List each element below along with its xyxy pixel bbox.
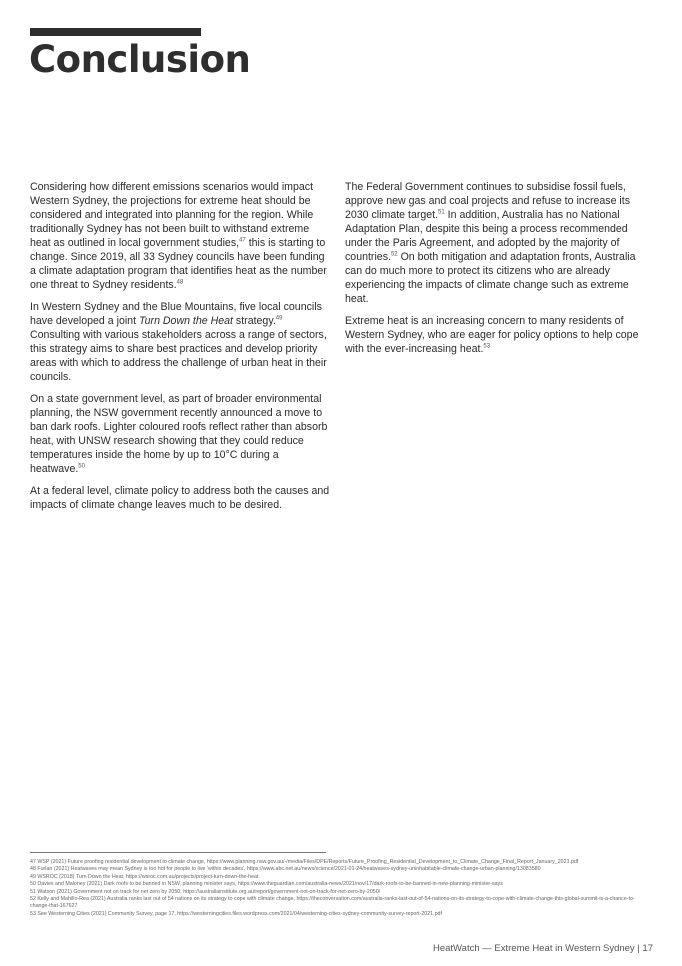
page-title: Conclusion	[29, 38, 251, 81]
footnote-item: 50 Davies and Maloney (2021) Dark roofs to be banned in NSW, planning minister says, https://www.theguardian.com/australia-news/2021/nov/17/dark-roofs-to-be-banned-in-new-planning-minister-says	[30, 881, 503, 888]
footnote-reference[interactable]: 53	[483, 343, 491, 350]
body-paragraph: At a federal level, climate policy to address both the causes and impacts of climate change leaves much to be desired.	[30, 485, 330, 511]
italic-title: Turn Down the Heat	[138, 315, 233, 327]
footnote-item: 48 Furlan (2021) Heatwaves may mean Sydney is too hot for people to live 'within decades', https://www.abc.net.au/news/science/2021-01-24/heatwaves-sydney-uninhabitable-climate-change-urban-planning/13083580	[30, 866, 541, 873]
body-paragraph: Considering how different emissions scenarios would impact Western Sydney, the projections for extreme heat should be considered and integrated into planning for the region. While traditionally Sydney has not been built to withstand extreme heat as outlined in local government studies,$^{47}$ this is starting to change. Since 2019, all 33 Sydney councils have been funding a climate adaptation program that identifies heat as the number one threat to Sydney residents.$^{48}$	[30, 181, 327, 291]
footnote-item: 53 See Westerning Cities (2021) Community Survey, page 17, https://westerningcities.files.wordpress.com/2021/04/westerning-cities-sydney-community-survey-report-2021.pdf	[30, 910, 442, 917]
body-paragraph: Extreme heat is an increasing concern to many residents of Western Sydney, who are eager for policy options to help cope with the ever-increasing heat.$^{53}$	[345, 315, 639, 355]
footnote-reference[interactable]: 48	[176, 279, 184, 286]
footnote-item: 49 WSROC (2018) Turn Down the Heat, https://wsroc.com.au/projects/project-turn-down-the-heat	[30, 873, 259, 880]
page-footer: HeatWatch — Extreme Heat in Western Sydney | 17	[432, 943, 653, 954]
right-column	[345, 180, 645, 364]
footnote-reference[interactable]: 49	[275, 315, 283, 322]
footnote-item: 51 Watson (2021) Government not on track for net zero by 2050, https://australiainstitute.org.au/report/government-not-on-track-for-net-zero-by-2050/	[30, 888, 381, 895]
footnote-reference[interactable]: 50	[78, 463, 85, 470]
title-accent-bar	[30, 28, 201, 36]
footnotes	[30, 859, 650, 918]
footnote-item: 52 Kelly and Mahillo-Rea (2021) Australia ranks last out of 54 nations on its strategy to cope with climate change, https://theconversation.com/australia-ranks-last-out-of-54-nations-on-its-strategy-to-cope-with-climate-change-this-global-summit-is-a-chance-to-change-that-167627	[30, 896, 635, 910]
body-paragraph: In Western Sydney and the Blue Mountains, five local councils have developed a joint Turn Down the Heat strategy.$^{49}$ Consulting with various stakeholders across a range of sectors, this strategy aims to share best practices and develop priority areas with which to address the challenge of urban heat in their councils.	[30, 301, 327, 383]
left-column	[30, 180, 332, 520]
body-paragraph: On a state government level, as part of broader environmental planning, the NSW government recently announced a move to ban dark roofs. Lighter coloured roofs reflect rather than absorb heat, with UNSW research showing that they could reduce temperatures inside the home by up to 10°C during a heatwave.$^{50}$	[30, 393, 328, 475]
footnote-reference[interactable]: 52	[390, 251, 398, 258]
footnote-divider	[30, 852, 326, 853]
footnote-item: 47 WSP (2021) Future proofing residential development to climate change, https://www.planning.nsw.gov.au/-/media/Files/DPE/Reports/Future_Proofing_Residential_Development_to_Climate_Change_Final_Report_January_2021.pdf	[30, 859, 579, 865]
footnote-reference[interactable]: 51	[438, 209, 445, 216]
body-paragraph: The Federal Government continues to subsidise fossil fuels, approve new gas and coal projects and refuse to increase its 2030 climate target.$^{51}$ In addition, Australia has no National Adaptation Plan, despite this being a process recommended under the Paris Agreement, and adopted by the majority of countries.$^{52}$ On both mitigation and adaptation fronts, Australia can do much more to protect its citizens who are already experiencing the impacts of climate change such as extreme heat.	[345, 181, 636, 305]
footnote-reference[interactable]: 47	[239, 237, 246, 244]
